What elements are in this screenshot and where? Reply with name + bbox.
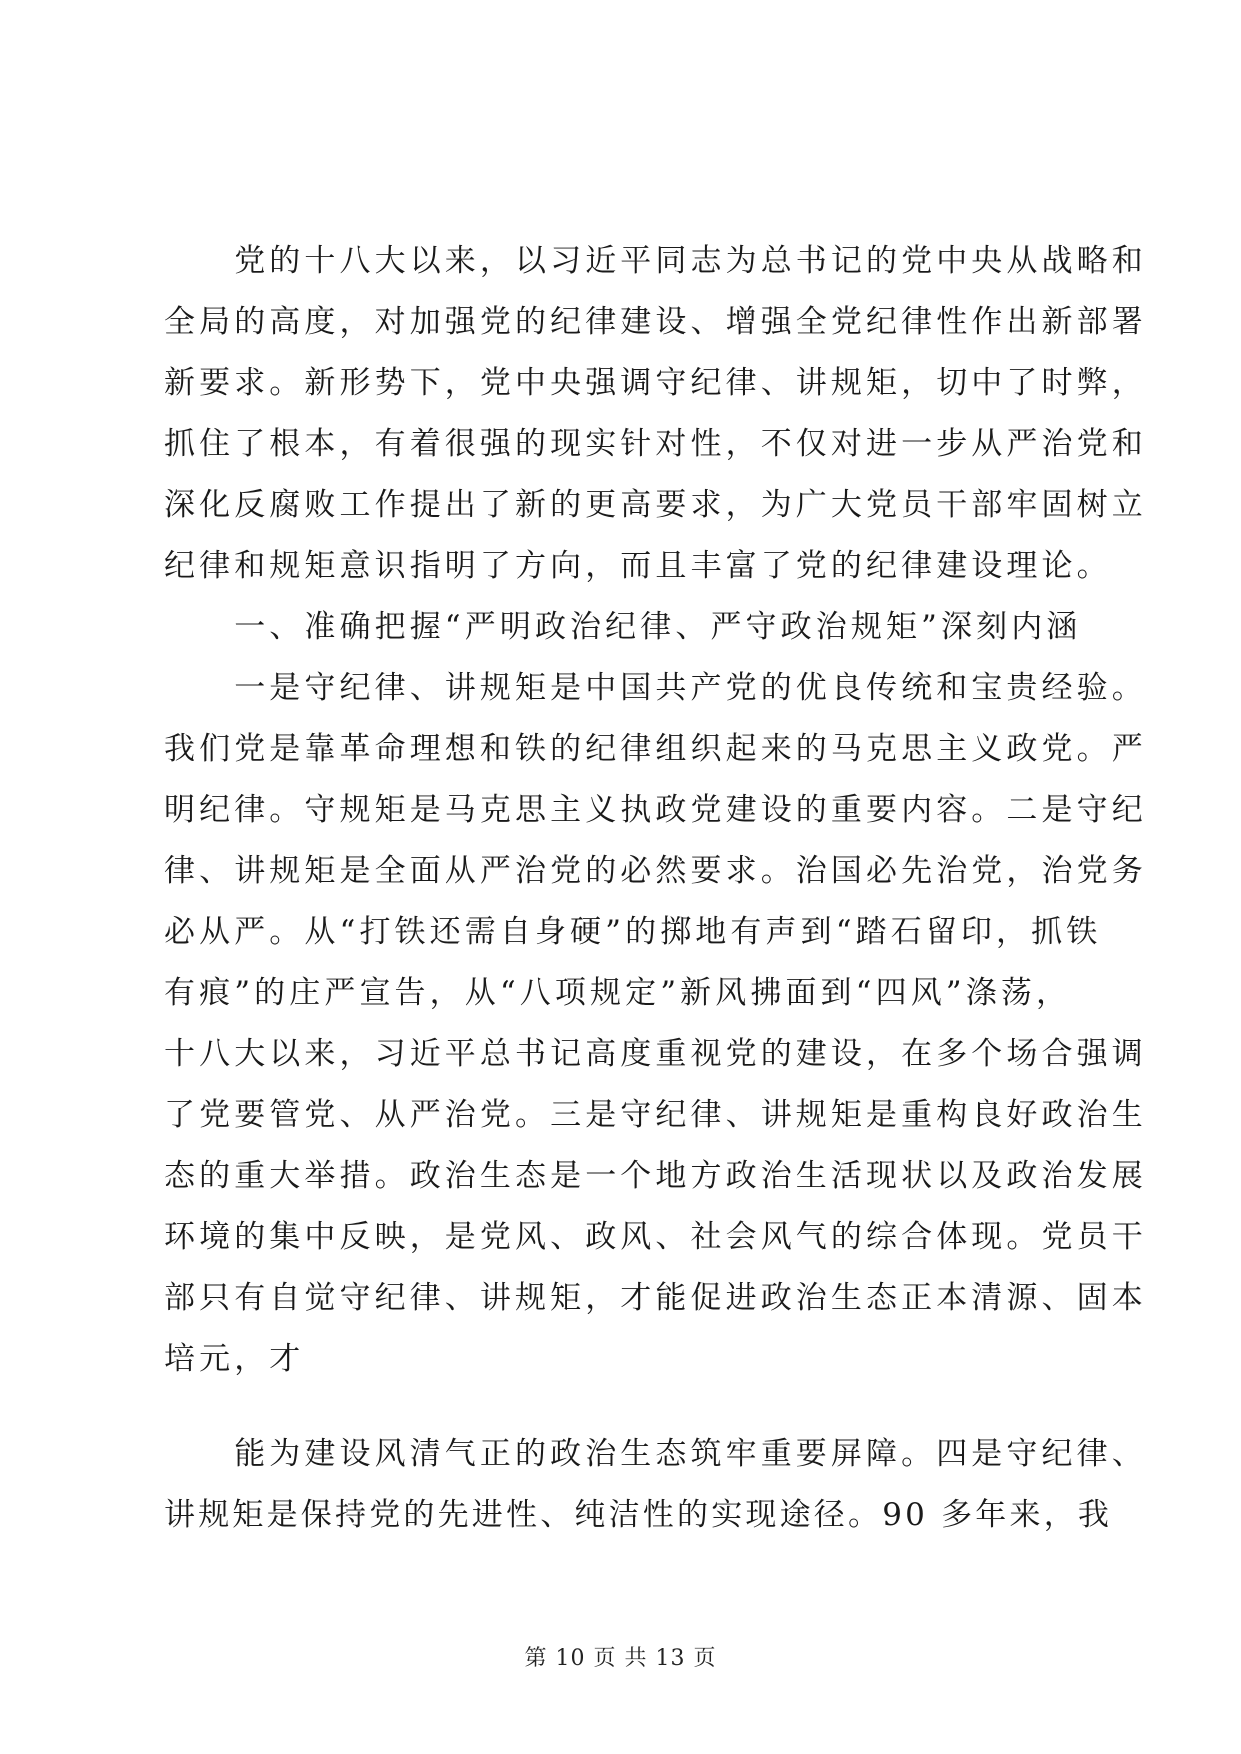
paragraph-line: 纪律和规矩意识指明了方向，而且丰富了党的纪律建设理论。 <box>164 548 1112 584</box>
paragraph-line: 律、讲规矩是全面从严治党的必然要求。治国必先治党，治党务 <box>164 853 1147 889</box>
paragraph-line: 部只有自觉守纪律、讲规矩，才能促进政治生态正本清源、固本 <box>164 1280 1147 1316</box>
paragraph-line: 深化反腐败工作提出了新的更高要求，为广大党员干部牢固树立 <box>164 487 1147 523</box>
paragraph-line: 全局的高度，对加强党的纪律建设、增强全党纪律性作出新部署 <box>164 304 1147 340</box>
paragraph-line: 新要求。新形势下，党中央强调守纪律、讲规矩，切中了时弊， <box>164 365 1147 401</box>
paragraph-line: 我们党是靠革命理想和铁的纪律组织起来的马克思主义政党。严 <box>164 731 1147 767</box>
paragraph-line: 态的重大举措。政治生态是一个地方政治生活现状以及政治发展 <box>164 1158 1147 1194</box>
paragraph-line: 能为建设风清气正的政治生态筑牢重要屏障。四是守纪律、 <box>164 1436 1147 1472</box>
paragraph-line: 了党要管党、从严治党。三是守纪律、讲规矩是重构良好政治生 <box>164 1097 1147 1133</box>
section-heading: 一、准确把握“严明政治纪律、严守政治规矩”深刻内涵 <box>164 609 1082 645</box>
paragraph-line: 有痕”的庄严宣告，从“八项规定”新风拂面到“四风”涤荡， <box>164 975 1072 1011</box>
paragraph-line: 党的十八大以来，以习近平同志为总书记的党中央从战略和 <box>164 243 1147 279</box>
paragraph-line: 环境的集中反映，是党风、政风、社会风气的综合体现。党员干 <box>164 1219 1147 1255</box>
paragraph-line: 必从严。从“打铁还需自身硬”的掷地有声到“踏石留印，抓铁 <box>164 914 1102 950</box>
document-body <box>164 231 1147 1546</box>
paragraph-line: 讲规矩是保持党的先进性、纯洁性的实现途径。90 多年来，我 <box>164 1497 1113 1533</box>
paragraph-line: 一是守纪律、讲规矩是中国共产党的优良传统和宝贵经验。 <box>164 670 1147 706</box>
paragraph-line: 抓住了根本，有着很强的现实针对性，不仅对进一步从严治党和 <box>164 426 1147 462</box>
paragraph-gap <box>164 1390 1084 1424</box>
page-number-footer: 第 10 页 共 13 页 <box>524 1646 717 1671</box>
paragraph-line: 十八大以来，习近平总书记高度重视党的建设，在多个场合强调 <box>164 1036 1147 1072</box>
paragraph-line: 培元，才 <box>164 1341 305 1377</box>
paragraph-line: 明纪律。守规矩是马克思主义执政党建设的重要内容。二是守纪 <box>164 792 1147 828</box>
